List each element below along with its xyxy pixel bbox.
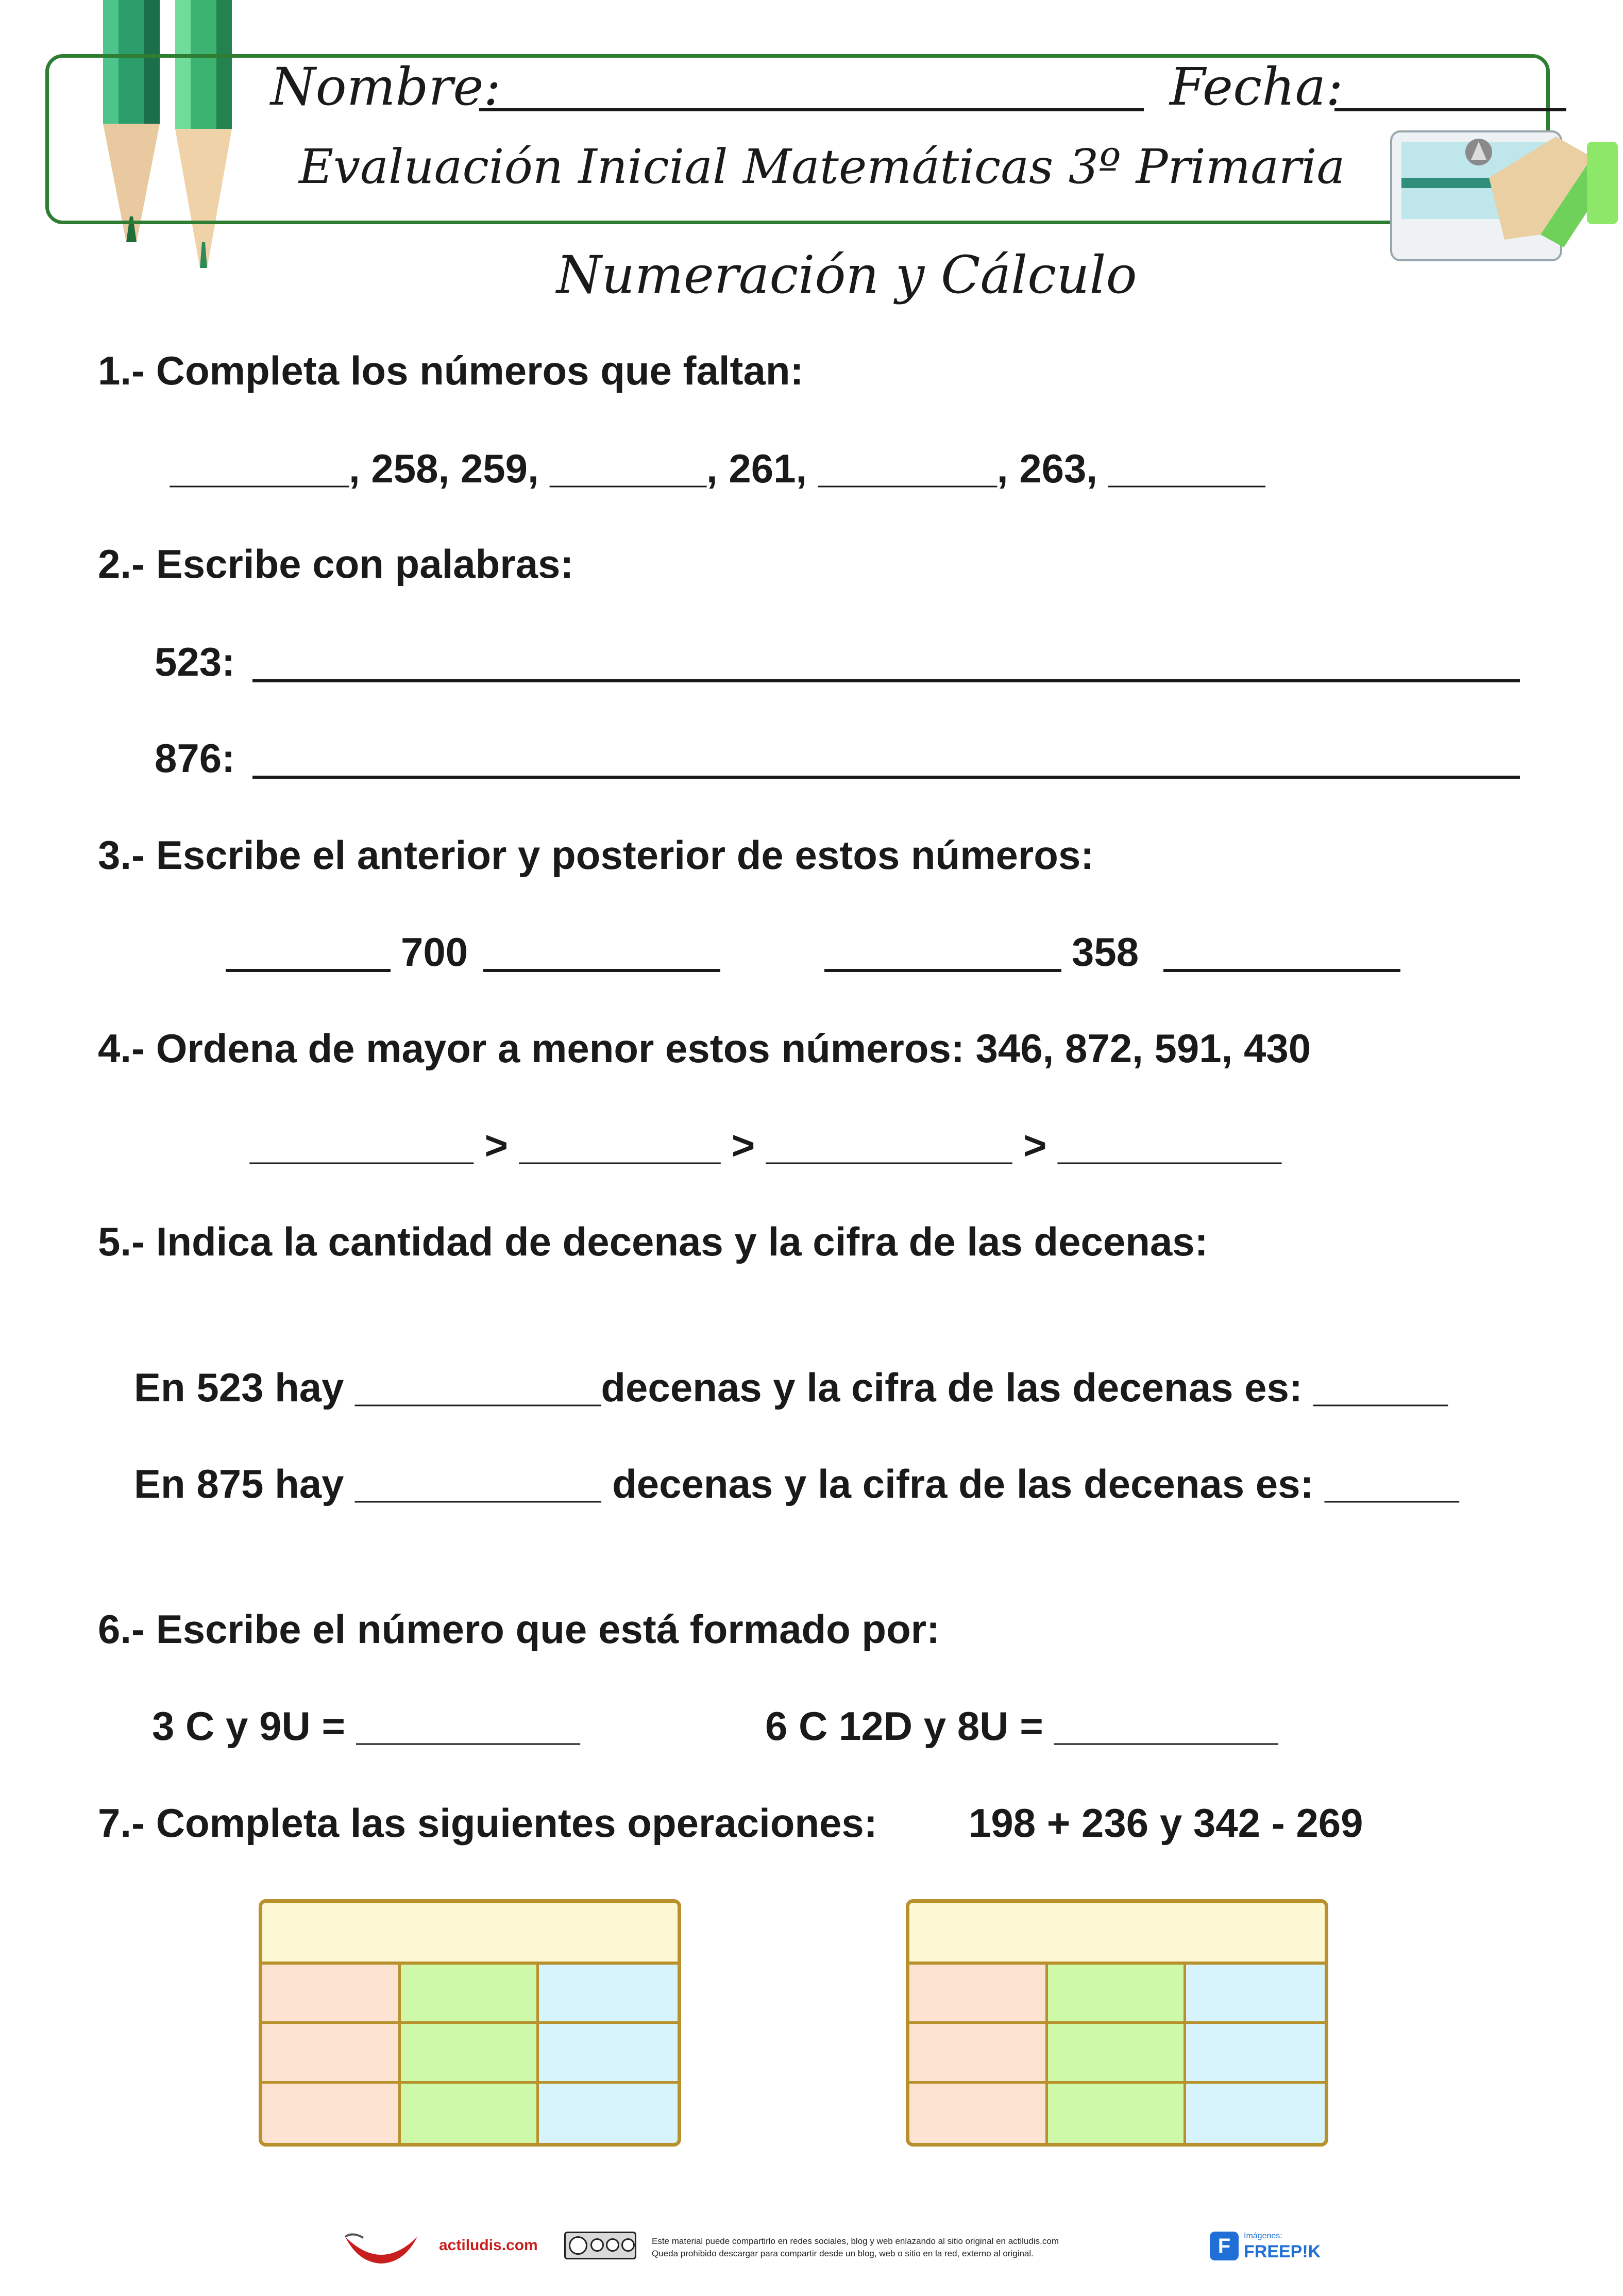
number-700: 700 bbox=[401, 929, 468, 975]
subtitle: Evaluación Inicial Matemáticas 3º Primaria bbox=[299, 139, 1345, 194]
question-5-line-875[interactable]: En 875 hay ___________ decenas y la cifra de las decenas es: ______ bbox=[134, 1461, 1459, 1506]
answer-line-before-358[interactable] bbox=[824, 969, 1061, 972]
question-5-prompt: 5.- Indica la cantidad de decenas y la cifra de las decenas: bbox=[98, 1219, 1208, 1264]
grid-cell-units[interactable] bbox=[539, 2084, 678, 2143]
grid-cell-tens[interactable] bbox=[401, 2084, 539, 2143]
footer-images-label: Imágenes: bbox=[1244, 2232, 1282, 2240]
footer-license-line-2: Queda prohibido descargar para compartir desde un blog, web o sitio en la red, externo al original. bbox=[652, 2249, 1034, 2258]
grid-cell-units[interactable] bbox=[1186, 2084, 1325, 2143]
answer-line-523[interactable] bbox=[252, 679, 1520, 682]
operation-grid-subtraction[interactable] bbox=[906, 1899, 1328, 2147]
date-label: Fecha: bbox=[1170, 57, 1343, 117]
question-7-operations: 198 + 236 y 342 - 269 bbox=[969, 1800, 1363, 1846]
actiludis-logo-icon bbox=[343, 2226, 420, 2273]
grid-carry-row[interactable] bbox=[909, 1903, 1325, 1965]
freepik-icon: F bbox=[1210, 2232, 1239, 2260]
question-6-prompt: 6.- Escribe el número que está formado por: bbox=[98, 1606, 940, 1652]
grid-cell-hundreds[interactable] bbox=[262, 2084, 401, 2143]
question-2-item-876: 876: bbox=[155, 735, 235, 781]
name-line[interactable] bbox=[479, 108, 1144, 111]
section-title: Numeración y Cálculo bbox=[556, 245, 1137, 305]
question-3-prompt: 3.- Escribe el anterior y posterior de estos números: bbox=[98, 832, 1094, 878]
question-4-order-line[interactable]: __________ > _________ > ___________ > __________ bbox=[250, 1122, 1281, 1168]
grid-carry-row[interactable] bbox=[262, 1903, 678, 1965]
answer-line-before-700[interactable] bbox=[226, 969, 391, 972]
grid-cell-tens[interactable] bbox=[401, 1965, 539, 2024]
grid-cell-units[interactable] bbox=[539, 1965, 678, 2024]
grid-cell-hundreds[interactable] bbox=[909, 2084, 1048, 2143]
grid-cell-tens[interactable] bbox=[1048, 1965, 1187, 2024]
operation-grid-addition[interactable] bbox=[259, 1899, 681, 2147]
grid-cell-tens[interactable] bbox=[401, 2024, 539, 2083]
answer-line-after-358[interactable] bbox=[1163, 969, 1400, 972]
question-1-prompt: 1.- Completa los números que faltan: bbox=[98, 348, 804, 393]
creative-commons-icon bbox=[564, 2232, 636, 2259]
grid-cell-hundreds[interactable] bbox=[262, 1965, 401, 2024]
question-6-part-2[interactable]: 6 C 12D y 8U = __________ bbox=[765, 1703, 1278, 1749]
grid-cell-tens[interactable] bbox=[1048, 2024, 1187, 2083]
grid-cell-units[interactable] bbox=[1186, 1965, 1325, 2024]
footer-site[interactable]: actiludis.com bbox=[439, 2237, 538, 2254]
eraser-icon bbox=[1386, 116, 1623, 271]
footer-license-line-1: Este material puede compartirlo en redes sociales, blog y web enlazando al sitio original en actiludis.com bbox=[652, 2236, 1059, 2246]
grid-cell-hundreds[interactable] bbox=[909, 2024, 1048, 2083]
question-1-sequence[interactable]: ________, 258, 259, _______, 261, ________, 263, _______ bbox=[170, 446, 1265, 491]
grid-cell-hundreds[interactable] bbox=[262, 2024, 401, 2083]
name-label: Nombre: bbox=[270, 57, 501, 117]
grid-cell-hundreds[interactable] bbox=[909, 1965, 1048, 2024]
question-2-item-523: 523: bbox=[155, 639, 235, 684]
grid-cell-tens[interactable] bbox=[1048, 2084, 1187, 2143]
answer-line-after-700[interactable] bbox=[483, 969, 720, 972]
date-line[interactable] bbox=[1334, 108, 1566, 111]
question-7-prompt: 7.- Completa las siguientes operaciones: bbox=[98, 1800, 877, 1846]
question-6-part-1[interactable]: 3 C y 9U = __________ bbox=[152, 1703, 580, 1749]
question-5-line-523[interactable]: En 523 hay ___________decenas y la cifra de las decenas es: ______ bbox=[134, 1365, 1448, 1410]
answer-line-876[interactable] bbox=[252, 776, 1520, 779]
grid-cell-units[interactable] bbox=[539, 2024, 678, 2083]
number-358: 358 bbox=[1072, 929, 1139, 975]
question-2-prompt: 2.- Escribe con palabras: bbox=[98, 541, 574, 586]
question-4-prompt: 4.- Ordena de mayor a menor estos números: 346, 872, 591, 430 bbox=[98, 1026, 1311, 1071]
grid-cell-units[interactable] bbox=[1186, 2024, 1325, 2083]
footer-freepik[interactable]: FREEP!K bbox=[1244, 2242, 1321, 2261]
